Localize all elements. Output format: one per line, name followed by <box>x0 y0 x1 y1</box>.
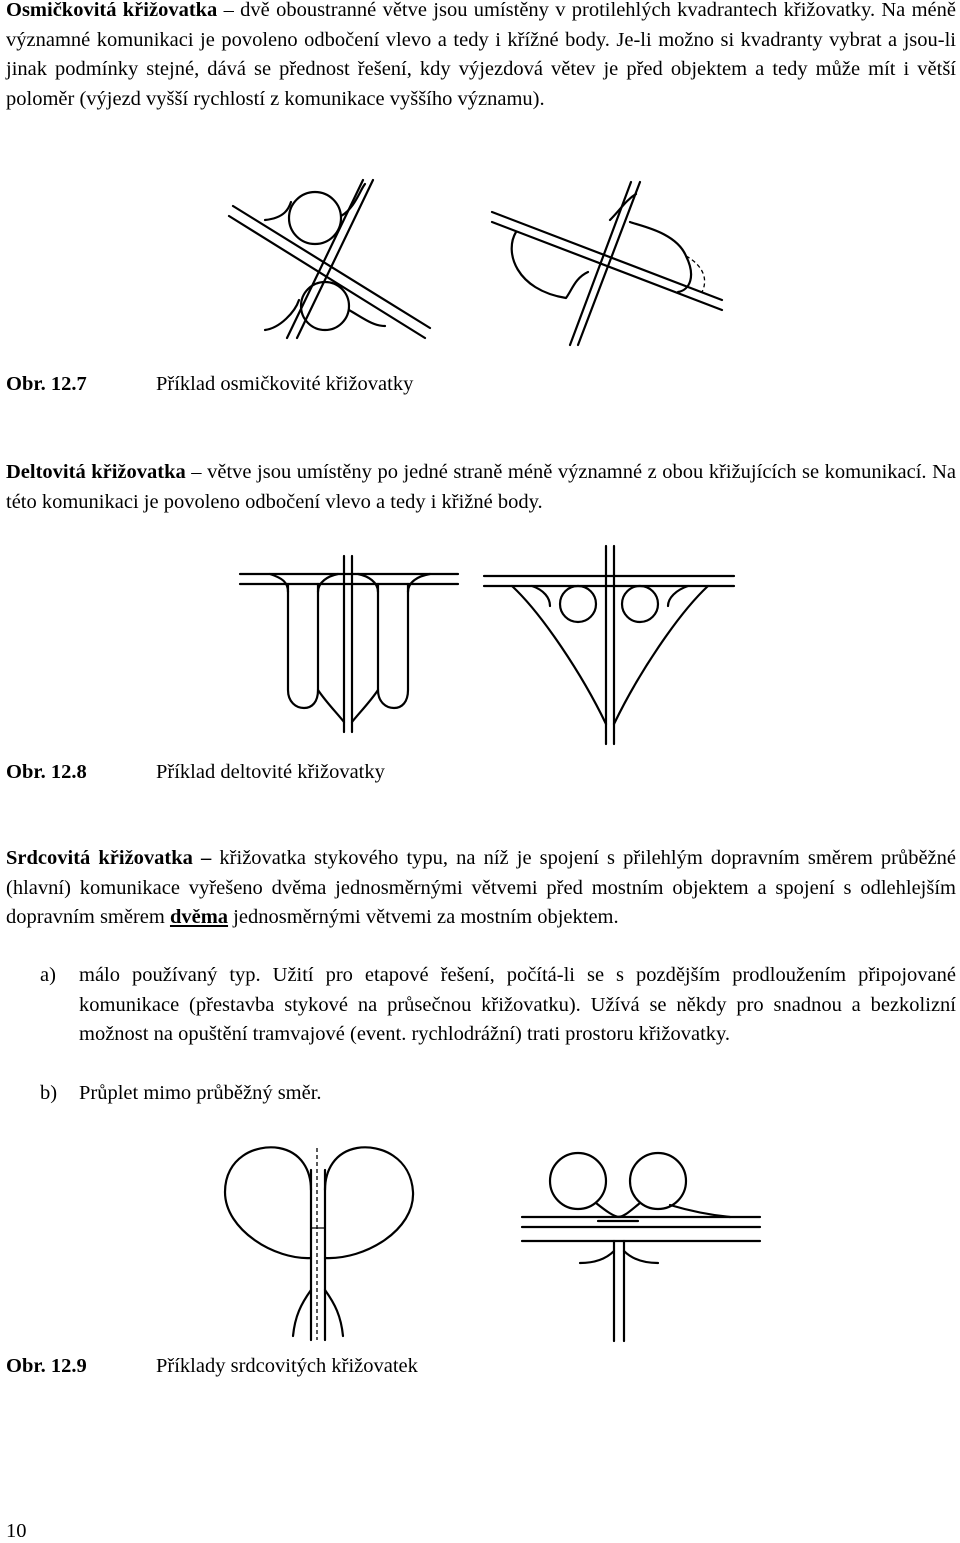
term-cloverleaf: Osmičkovitá křižovatka <box>6 0 218 21</box>
caption-figure-12-8 <box>6 758 385 786</box>
caption-figure-12-7 <box>6 370 413 398</box>
paragraph-cloverleaf <box>6 0 956 114</box>
figure-caption-12-9: Příklady srdcovitých křižovatek <box>156 1355 418 1377</box>
figure-number-12-7: Obr. 12.7 <box>6 373 87 395</box>
dash-heart: – <box>192 847 220 869</box>
figure-12-7-right-drawing <box>490 180 750 350</box>
figure-number-12-9: Obr. 12.9 <box>6 1355 87 1377</box>
term-delta: Deltovitá křižovatka <box>6 461 186 483</box>
list-item-a-text: málo používaný typ. Užití pro etapové řešení, počítá-li se s pozdějším prodloužením připojované komunikace (přestavba stykové na průsečnou křižovatku). Užívá se někdy pro snadnou a bezkolizní možnost na opuštění tramvajové (event. rychlodrážní) trati prostoru křižovatky. <box>79 964 956 1046</box>
page-number: 10 <box>6 1520 27 1542</box>
caption-figure-12-9 <box>6 1352 418 1380</box>
figure-caption-12-8: Příklad deltovité křižovatky <box>156 761 385 783</box>
list-item-b-text: Průplet mimo průběžný směr. <box>79 1082 322 1104</box>
figure-12-9-right-drawing <box>520 1145 770 1345</box>
figure-12-8-left-drawing <box>238 552 468 732</box>
figure-12-8-right-drawing <box>482 544 742 754</box>
text-heart-1: křižovatka stykového typu, na níž je spojení s přilehlým dopravním směrem průběžné (hlavní) komunikace vyřešeno dvěma jednosměrnými větvemi před mostním objektem a spojení s odlehlejším dopravním směrem <box>6 847 957 929</box>
list-item-a-label: a) <box>40 964 56 986</box>
figure-caption-12-7: Příklad osmičkovité křižovatky <box>156 373 414 395</box>
figure-number-12-8: Obr. 12.8 <box>6 761 87 783</box>
text-delta: – větve jsou umístěny po jedné straně méně významné z obou křižujících se komunikací. Na této komunikaci je povoleno odbočení vlevo a tedy i křižné body. <box>6 461 956 513</box>
list-item-a <box>6 961 956 1050</box>
list-item-b <box>6 1079 956 1109</box>
paragraph-heart <box>6 844 956 933</box>
list-item-b-label: b) <box>40 1082 58 1104</box>
paragraph-delta <box>6 458 956 517</box>
figure-12-7-left-drawing <box>225 178 485 348</box>
emphasis-heart: dvěma <box>169 906 229 929</box>
figure-12-9-left-drawing <box>215 1140 425 1340</box>
text-cloverleaf: – dvě oboustranné větve jsou umístěny v protilehlých kvadrantech křižovatky. Na méně významné komunikaci je povoleno odbočení vlevo a tedy i křížné body. Je-li možno si kvadranty vybrat a jsou-li jinak podmínky stejné, dává se přednost řešení, kdy výjezdová větev je před objektem a tedy může mít i větší poloměr (výjezd vyšší rychlostí z komunikace vyššího významu). <box>6 0 956 110</box>
text-heart-2: jednosměrnými větvemi za mostním objektem. <box>228 906 619 929</box>
term-heart: Srdcovitá křižovatka <box>6 847 193 869</box>
